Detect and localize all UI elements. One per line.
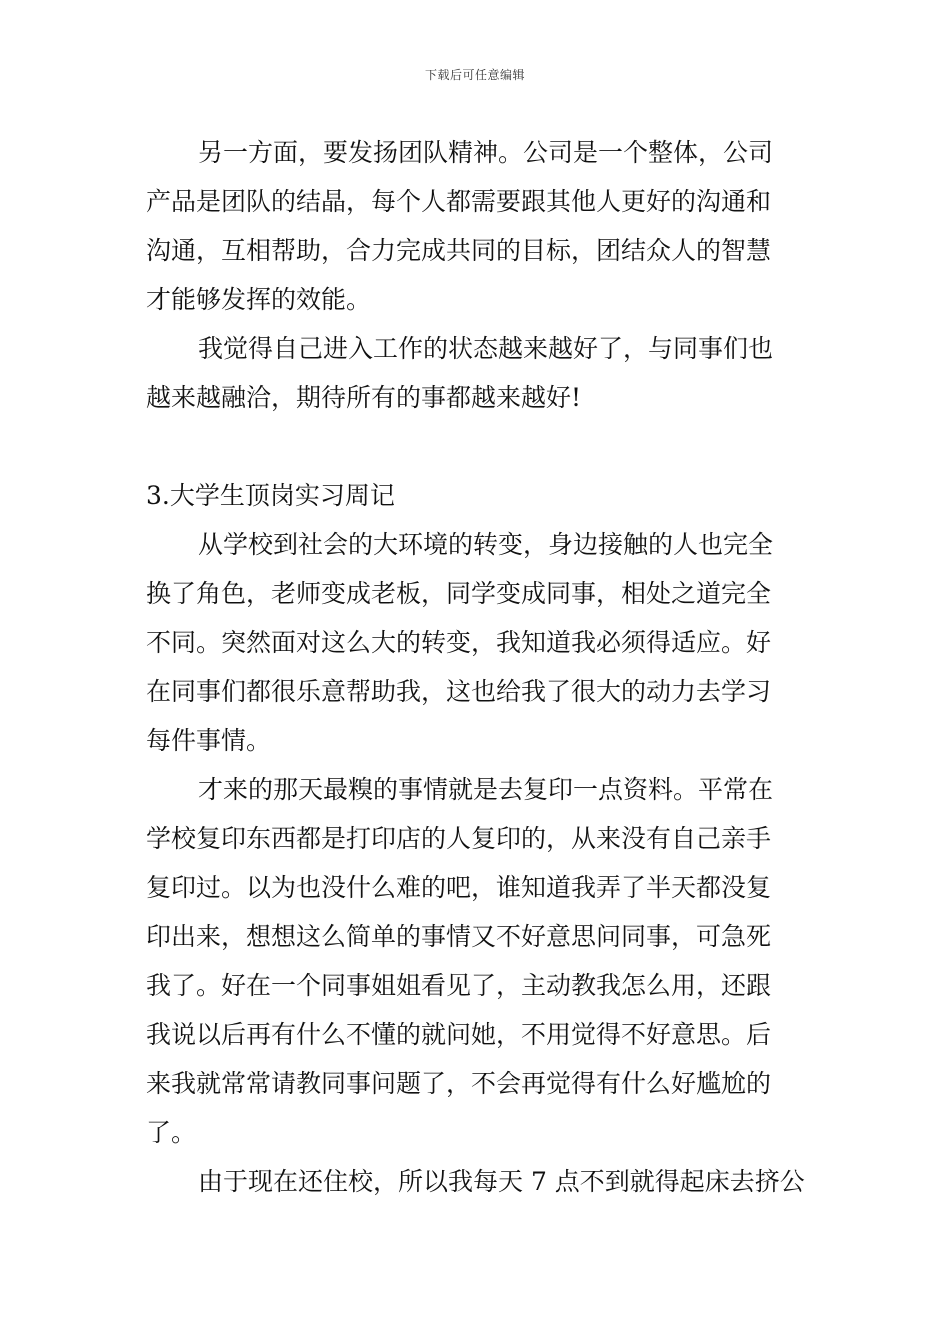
- paragraph-line: 我说以后再有什么不懂的就问她，不用觉得不好意思。后: [146, 1020, 772, 1049]
- paragraph-line: 不同。突然面对这么大的转变，我知道我必须得适应。好: [146, 628, 772, 657]
- document-body: [146, 128, 806, 1206]
- paragraph-line: 每件事情。: [146, 726, 272, 755]
- paragraph-line: 产品是团队的结晶，每个人都需要跟其他人更好的沟通和: [146, 187, 772, 216]
- paragraph-line: 另一方面，要发扬团队精神。公司是一个整体，公司: [198, 138, 774, 167]
- paragraph-line: 我觉得自己进入工作的状态越来越好了，与同事们也: [198, 334, 774, 363]
- paragraph-line: 换了角色，老师变成老板，同学变成同事，相处之道完全: [146, 579, 772, 608]
- paragraph-environment-change: [146, 520, 806, 765]
- paragraph-line: 学校复印东西都是打印店的人复印的，从来没有自己亲手: [146, 824, 772, 853]
- paragraph-work-state: [146, 324, 806, 422]
- page-header-note: 下载后可任意编辑: [424, 68, 525, 82]
- paragraph-line: 从学校到社会的大环境的转变，身边接触的人也完全: [198, 530, 774, 559]
- paragraph-line: 印出来，想想这么简单的事情又不好意思问同事，可急死: [146, 922, 772, 951]
- paragraph-line: 我了。好在一个同事姐姐看见了，主动教我怎么用，还跟: [146, 971, 772, 1000]
- paragraph-commute: [146, 1157, 806, 1206]
- section-heading: 3.大学生顶岗实习周记: [146, 481, 395, 510]
- paragraph-line: 了。: [146, 1118, 197, 1147]
- section-spacer: [146, 422, 806, 471]
- paragraph-line: 在同事们都很乐意帮助我，这也给我了很大的动力去学习: [146, 677, 772, 706]
- paragraph-line: 沟通，互相帮助，合力完成共同的目标，团结众人的智慧: [146, 236, 772, 265]
- paragraph-team-spirit: [146, 128, 806, 324]
- paragraph-line: 才能够发挥的效能。: [146, 285, 372, 314]
- paragraph-line: 越来越融洽，期待所有的事都越来越好!: [146, 383, 582, 412]
- paragraph-line: 由于现在还住校，所以我每天 7 点不到就得起床去挤公: [198, 1167, 805, 1196]
- paragraph-line: 复印过。以为也没什么难的吧，谁知道我弄了半天都没复: [146, 873, 772, 902]
- paragraph-line: 来我就常常请教同事问题了，不会再觉得有什么好尴尬的: [146, 1069, 772, 1098]
- paragraph-line: 才来的那天最糗的事情就是去复印一点资料。平常在: [198, 775, 774, 804]
- paragraph-photocopy-story: [146, 765, 806, 1157]
